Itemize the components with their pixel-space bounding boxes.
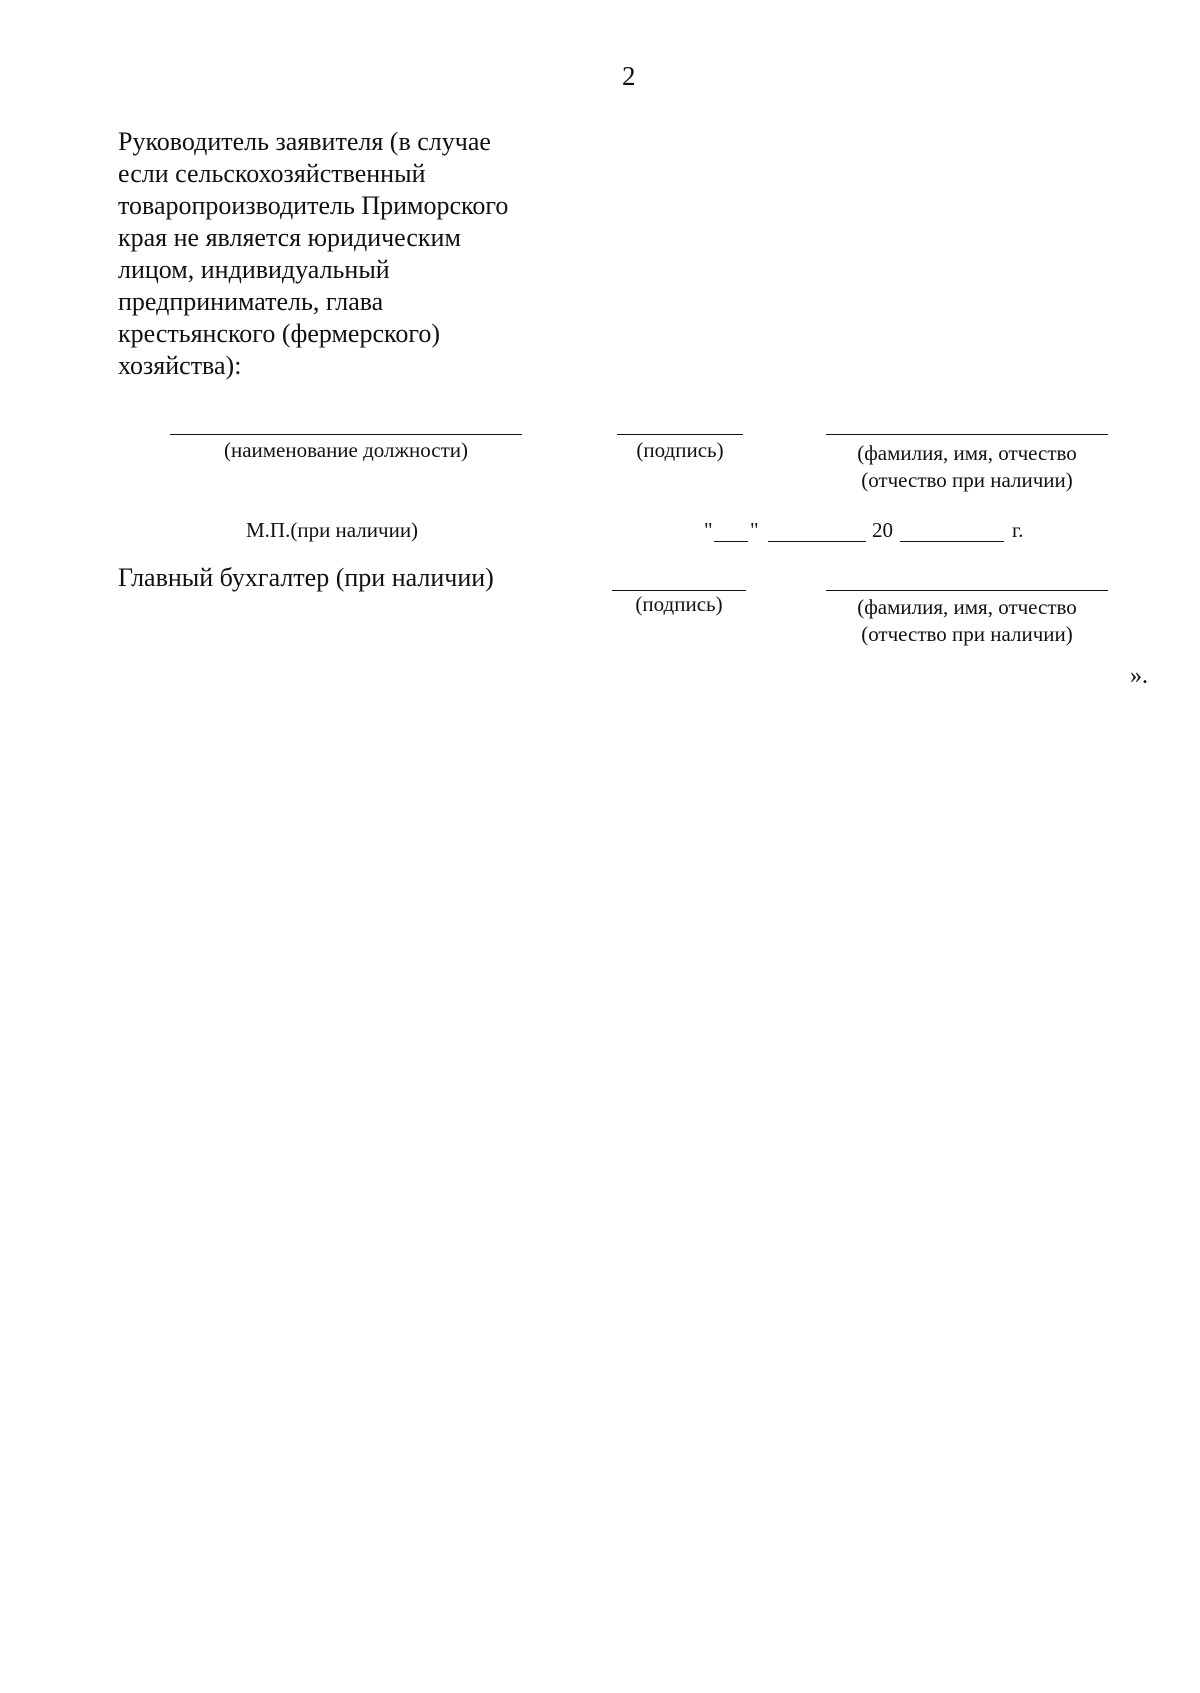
head-title-line: крестьянского (фермерского) — [118, 319, 440, 348]
date-open-quote: " — [704, 518, 713, 542]
head-title-block — [118, 126, 598, 382]
head-title-line: Руководитель заявителя (в случае — [118, 127, 491, 156]
chief-accountant-label: Главный бухгалтер (при наличии) — [118, 563, 494, 592]
head-title-line: края не является юридическим — [118, 223, 461, 252]
head-signature-caption: (подпись) — [636, 438, 724, 462]
page-number: 2 — [622, 61, 636, 91]
closing-quote-mark: ». — [1130, 663, 1148, 689]
date-year-prefix: 20 — [872, 518, 893, 542]
head-fio-line — [826, 434, 1108, 435]
head-fio-caption-line2: (отчество при наличии) — [861, 468, 1073, 492]
head-title-line: предприниматель, глава — [118, 287, 384, 316]
chief-signature-caption: (подпись) — [635, 592, 723, 616]
stamp-label: М.П.(при наличии) — [246, 518, 419, 542]
date-month-line — [768, 541, 866, 542]
date-year-suffix: г. — [1012, 518, 1024, 542]
date-year-line — [900, 541, 1004, 542]
head-fio-caption-line1: (фамилия, имя, отчество — [857, 441, 1077, 465]
head-title-line: лицом, индивидуальный — [118, 255, 390, 284]
position-caption: (наименование должности) — [223, 438, 469, 462]
head-title-line: хозяйства): — [118, 351, 242, 380]
chief-fio-line — [826, 590, 1108, 591]
chief-fio-caption-line1: (фамилия, имя, отчество — [857, 595, 1077, 619]
date-close-quote: " — [750, 518, 759, 542]
head-signature-line — [617, 434, 743, 435]
chief-fio-caption-line2: (отчество при наличии) — [861, 622, 1073, 646]
head-title-line: товаропроизводитель Приморского — [118, 191, 509, 220]
date-day-line — [714, 541, 748, 542]
head-title-line: если сельскохозяйственный — [118, 159, 426, 188]
position-line — [170, 434, 522, 435]
